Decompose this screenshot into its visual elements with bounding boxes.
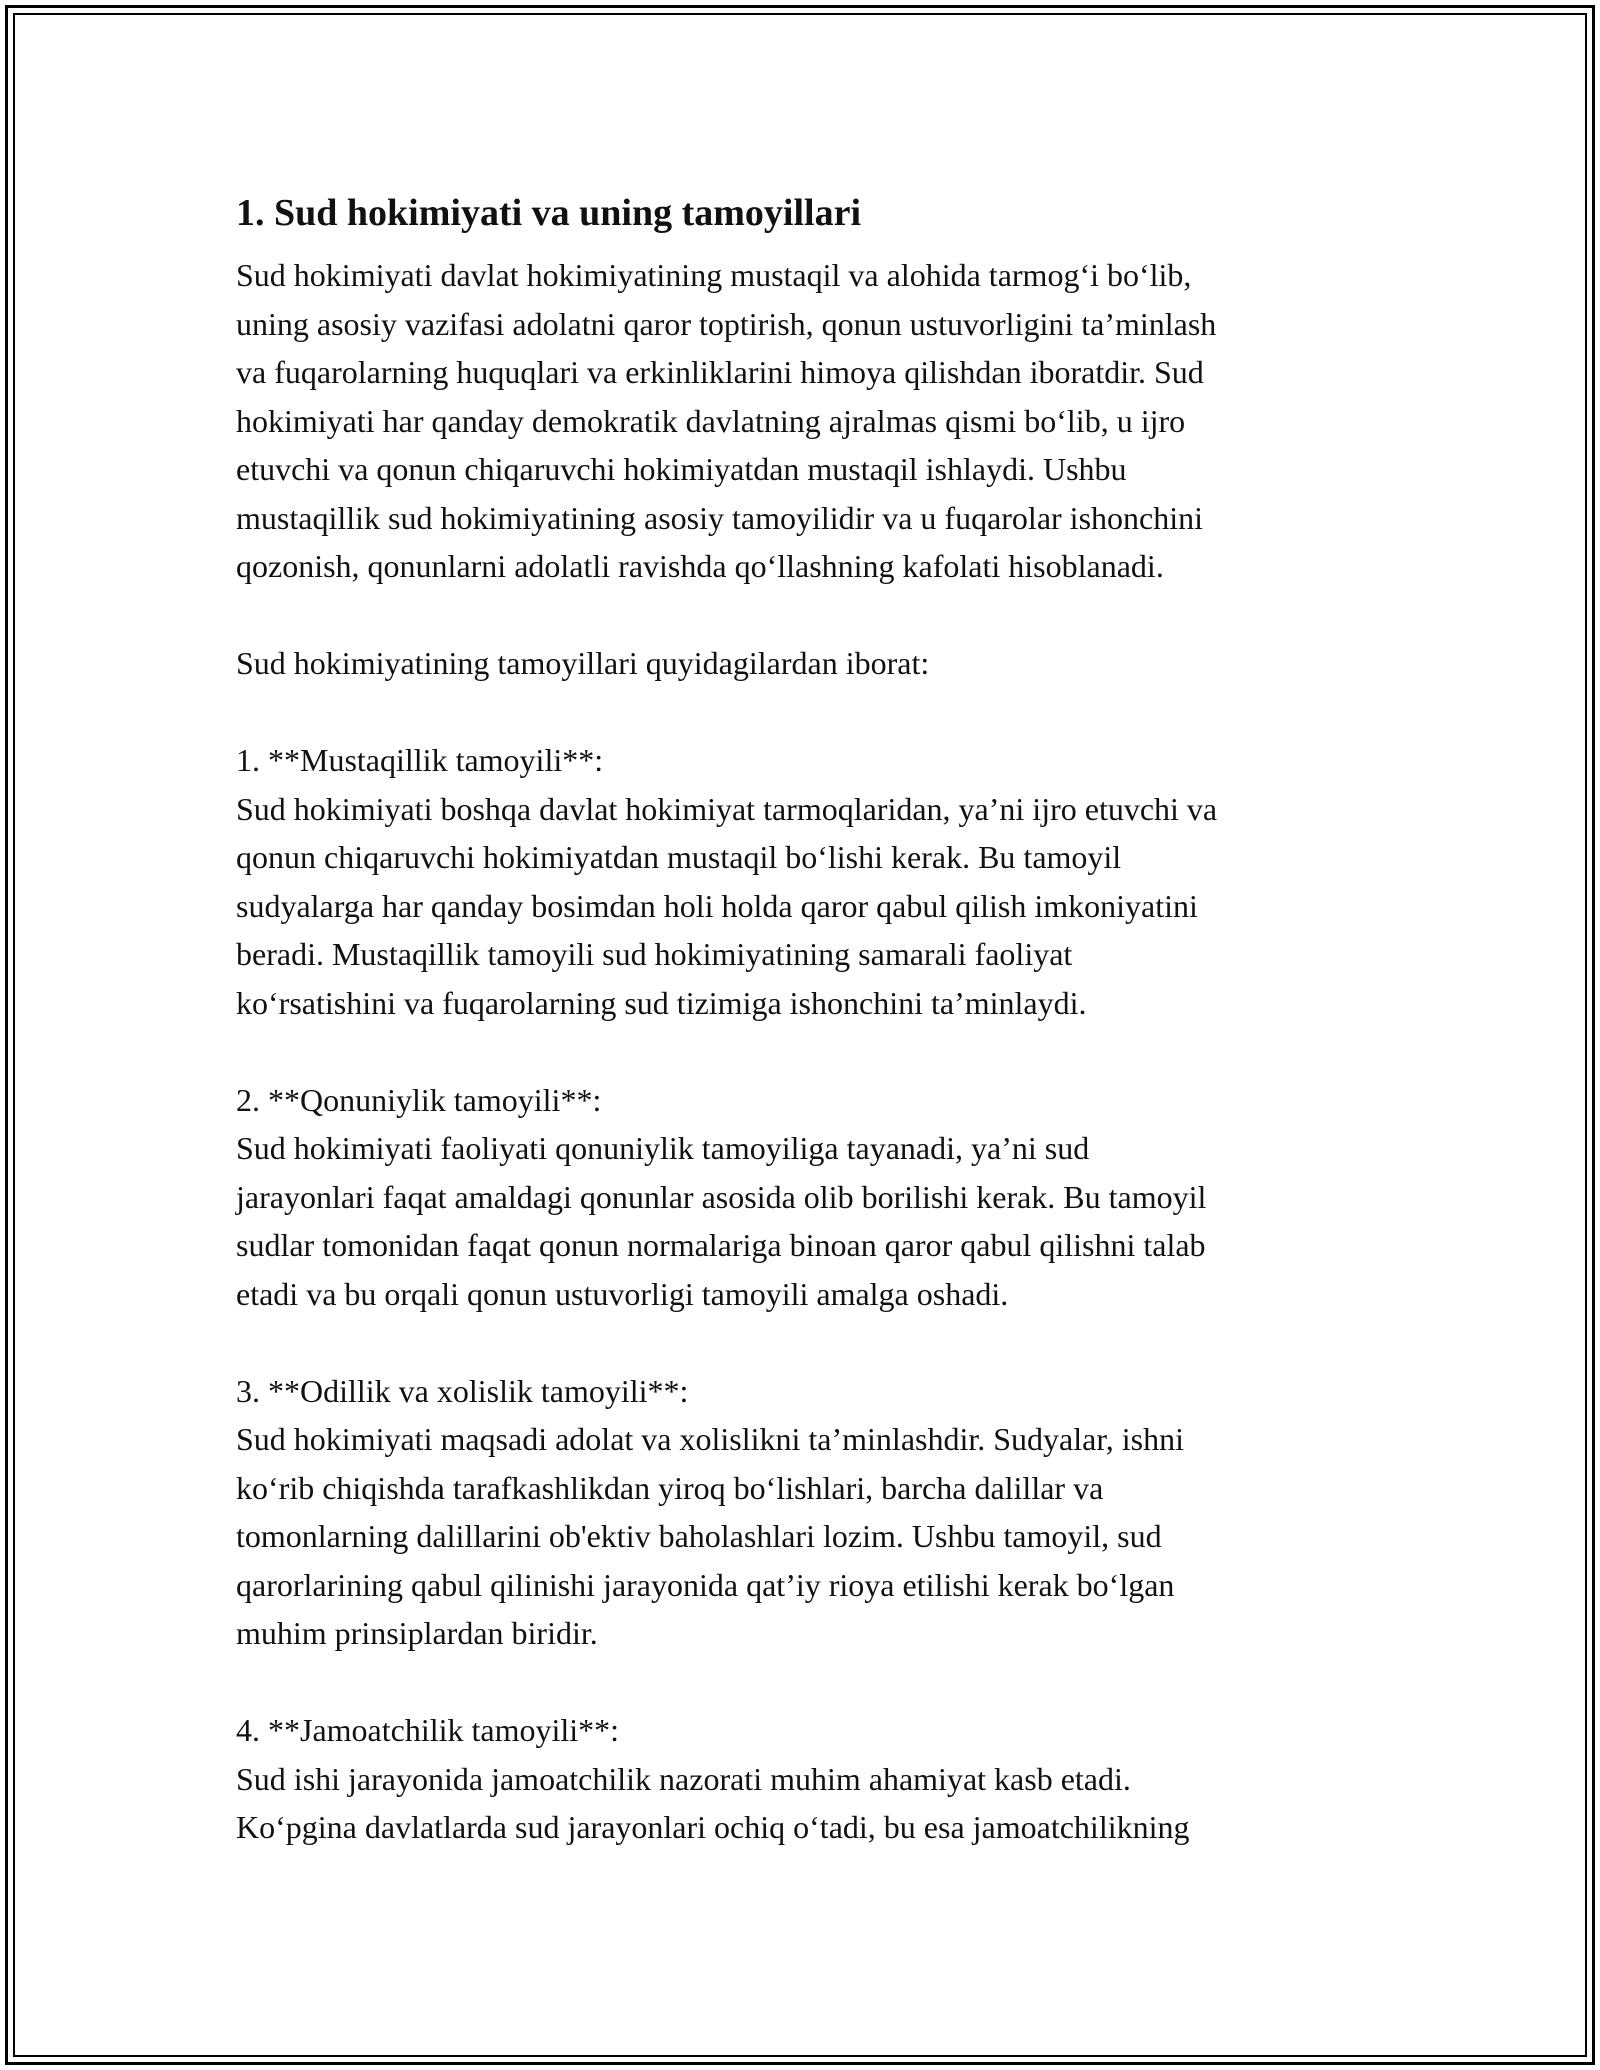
principle-2 [236,1076,1376,1319]
text-line: ko‘rsatishini va fuqarolarning sud tizimiga ishonchini ta’minlaydi. [236,984,1087,1021]
text-line: Ko‘pgina davlatlarda sud jarayonlari ochiq o‘tadi, bu esa jamoatchilikning [236,1809,1190,1845]
text-line: sudyalarga har qanday bosimdan holi holda qaror qabul qilish imkoniyatini [236,887,1198,924]
text-line: uning asosiy vazifasi adolatni qaror toptirish, qonun ustuvorligini ta’minlash [236,305,1217,342]
text-line: Sud hokimiyati faoliyati qonuniylik tamoyiliga tayanadi, ya’ni sud [236,1130,1090,1166]
text-line: Sud hokimiyati boshqa davlat hokimiyat tarmoqlaridan, ya’ni ijro etuvchi va [236,790,1218,827]
text-line: tomonlarning dalillarini ob'ektiv baholashlari lozim. Ushbu tamoyil, sud [236,1518,1162,1554]
principle-heading: 2. **Qonuniylik tamoyili**: [236,1081,602,1118]
text-line: Sud hokimiyati davlat hokimiyatining mustaqil va alohida tarmog‘i bo‘lib, [236,257,1192,293]
text-line: muhim prinsiplardan biridir. [236,1615,598,1651]
principle-1 [236,736,1376,1027]
text-line: Sud hokimiyatining tamoyillari quyidagilardan iborat: [236,645,930,681]
text-line: etadi va bu orqali qonun ustuvorligi tamoyili amalga oshadi. [236,1275,1009,1312]
section-heading: 1. Sud hokimiyati va uning tamoyillari [236,192,862,234]
principle-heading: 1. **Mustaqillik tamoyili**: [236,742,604,778]
principle-4 [236,1706,1376,1852]
text-line: jarayonlari faqat amaldagi qonunlar asosida olib borilishi kerak. Bu tamoyil [236,1178,1207,1215]
text-line: etuvchi va qonun chiqaruvchi hokimiyatdan mustaqil ishlaydi. Ushbu [236,451,1127,487]
text-line: hokimiyati har qanday demokratik davlatning ajralmas qismi bo‘lib, u ijro [236,402,1186,439]
text-line: beradi. Mustaqillik tamoyili sud hokimiyatining samarali faoliyat [236,936,1073,972]
principle-heading: 4. **Jamoatchilik tamoyili**: [236,1712,620,1748]
text-line: Sud ishi jarayonida jamoatchilik nazorati muhim ahamiyat kasb etadi. [236,1760,1131,1797]
text-line: ko‘rib chiqishda tarafkashlikdan yiroq bo‘lishlari, barcha dalillar va [236,1469,1104,1506]
text-line: mustaqillik sud hokimiyatining asosiy tamoyilidir va u fuqarolar ishonchini [236,499,1203,536]
principle-heading: 3. **Odillik va xolislik tamoyili**: [236,1372,689,1409]
document-body [236,185,1376,1852]
text-line: qozonish, qonunlarni adolatli ravishda qo‘llashning kafolati hisoblanadi. [236,548,1164,584]
text-line: Sud hokimiyati maqsadi adolat va xolislikni ta’minlashdir. Sudyalar, ishni [236,1421,1184,1457]
intro-paragraph [236,251,1376,591]
text-line: qarorlarining qabul qilinishi jarayonida qat’iy rioya etilishi kerak bo‘lgan [236,1566,1175,1603]
principle-3 [236,1367,1376,1658]
text-line: va fuqarolarning huquqlari va erkinliklarini himoya qilishdan iboratdir. Sud [236,354,1204,390]
text-line: sudlar tomonidan faqat qonun normalariga binoan qaror qabul qilishni talab [236,1227,1206,1263]
text-line: qonun chiqaruvchi hokimiyatdan mustaqil bo‘lishi kerak. Bu tamoyil [236,839,1122,875]
principles-lead [236,639,1376,688]
